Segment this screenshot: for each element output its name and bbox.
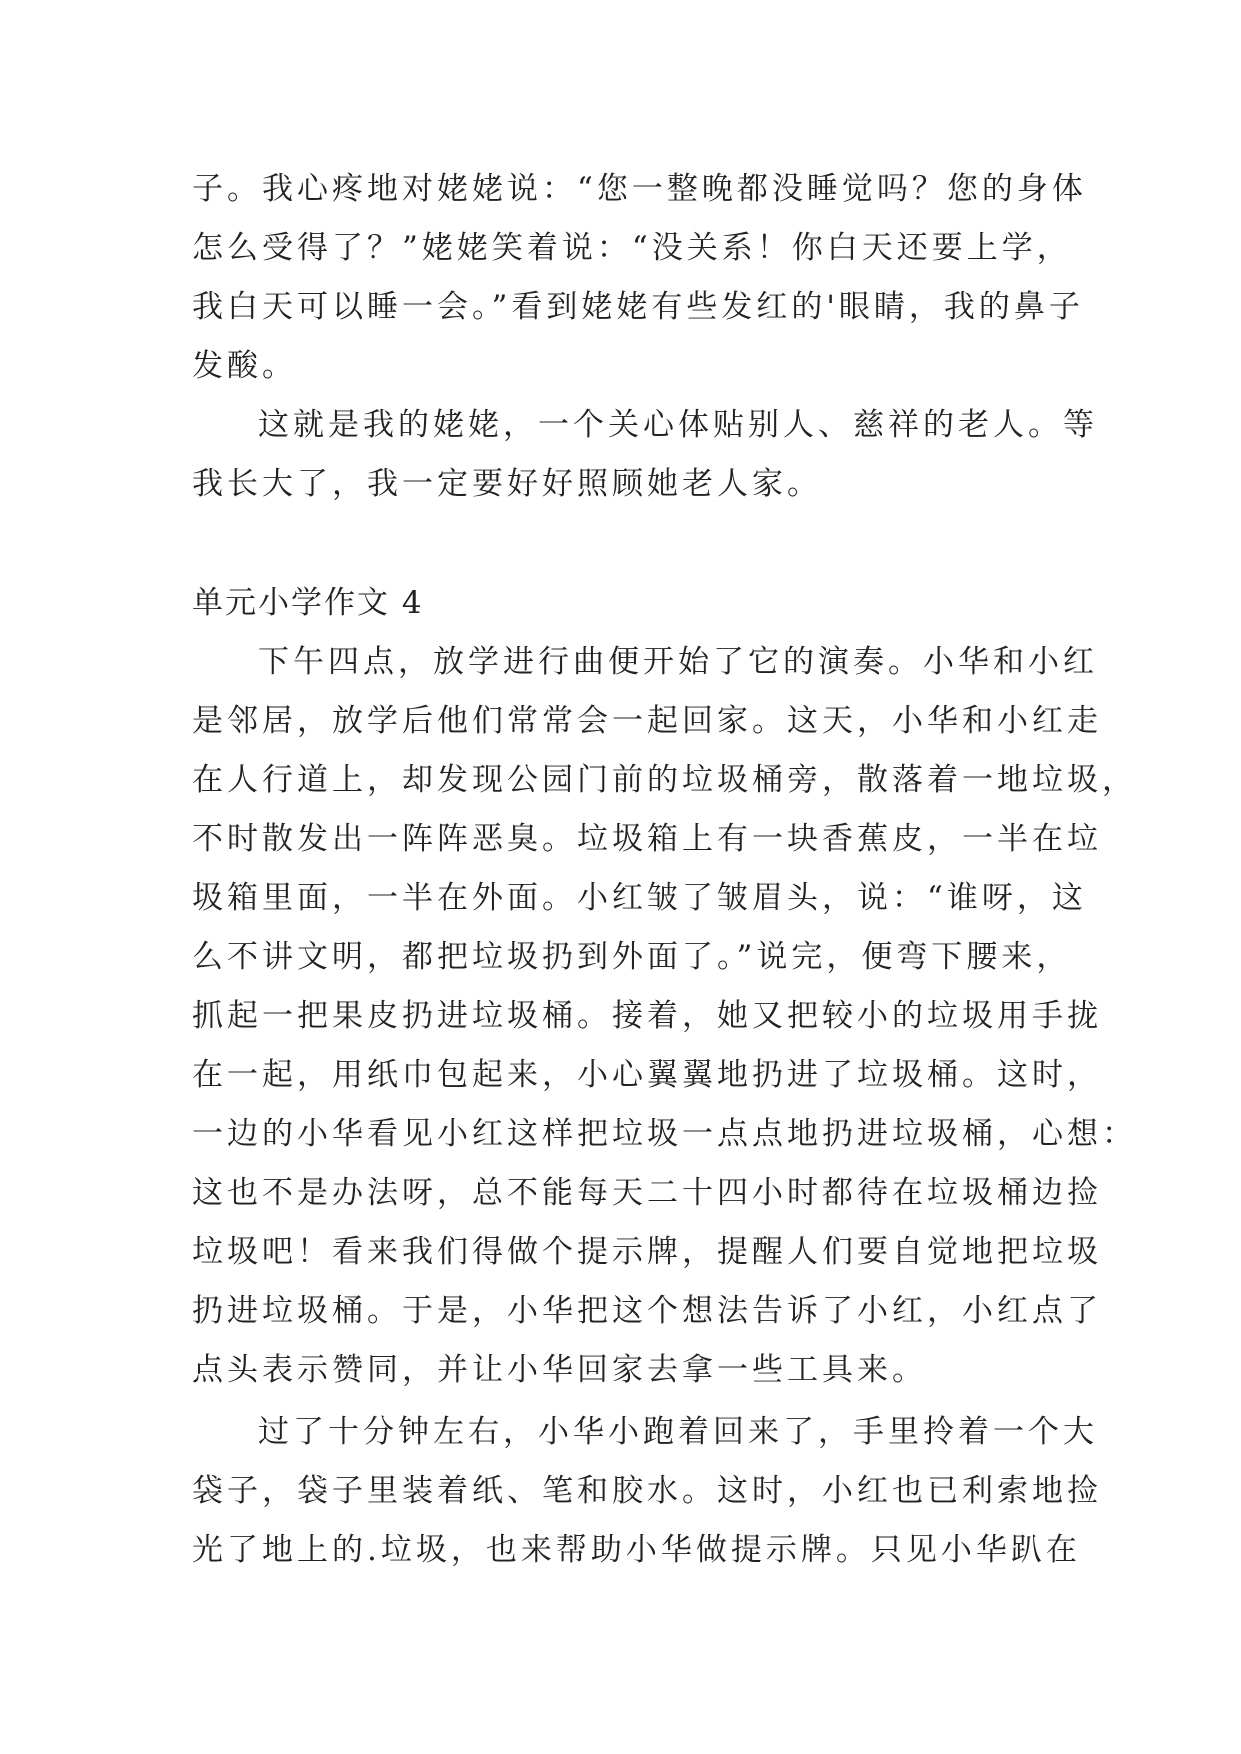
paragraph [192, 1403, 1102, 1580]
text-line: 么不讲文明，都把垃圾扔到外面了。”说完，便弯下腰来， [192, 939, 1072, 975]
text-line: 圾箱里面，一半在外面。小红皱了皱眉头，说：“谁呀，这 [192, 880, 1087, 916]
paragraph [192, 633, 1137, 1400]
paragraph-continued [192, 160, 1087, 396]
text-line: 过了十分钟左右，小华小跑着回来了，手里拎着一个大 [258, 1414, 1098, 1450]
text-line: 在人行道上，却发现公园门前的垃圾桶旁，散落着一地垃圾， [192, 762, 1137, 798]
text-line: 是邻居，放学后他们常常会一起回家。这天，小华和小红走 [192, 703, 1102, 739]
text-line: 这就是我的姥姥，一个关心体贴别人、慈祥的老人。等 [258, 407, 1098, 443]
text-line: 在一起，用纸巾包起来，小心翼翼地扔进了垃圾桶。这时， [192, 1057, 1102, 1093]
text-line: 下午四点，放学进行曲便开始了它的演奏。小华和小红 [258, 644, 1098, 680]
text-line: 点头表示赞同，并让小华回家去拿一些工具来。 [192, 1352, 927, 1388]
text-line: 抓起一把果皮扔进垃圾桶。接着，她又把较小的垃圾用手拢 [192, 998, 1102, 1034]
text-line: 袋子，袋子里装着纸、笔和胶水。这时，小红也已利索地捡 [192, 1473, 1102, 1509]
document-body [192, 160, 1137, 1580]
text-line: 扔进垃圾桶。于是，小华把这个想法告诉了小红，小红点了 [192, 1293, 1102, 1329]
paragraph [192, 396, 1098, 514]
text-line: 不时散发出一阵阵恶臭。垃圾箱上有一块香蕉皮，一半在垃 [192, 821, 1102, 857]
text-line: 这也不是办法呀，总不能每天二十四小时都待在垃圾桶边捡 [192, 1175, 1102, 1211]
text-line: 我长大了，我一定要好好照顾她老人家。 [192, 466, 822, 502]
text-line: 光了地上的.垃圾，也来帮助小华做提示牌。只见小华趴在 [192, 1532, 1081, 1568]
section-title: 单元小学作文 4 [192, 585, 424, 621]
text-line: 子。我心疼地对姥姥说：“您一整晚都没睡觉吗？您的身体 [192, 171, 1087, 207]
text-line: 垃圾吧！看来我们得做个提示牌，提醒人们要自觉地把垃圾 [192, 1234, 1102, 1270]
text-line: 发酸。 [192, 348, 297, 384]
text-line: 怎么受得了？”姥姥笑着说：“没关系！你白天还要上学， [192, 230, 1072, 266]
text-line: 一边的小华看见小红这样把垃圾一点点地扔进垃圾桶，心想： [192, 1116, 1137, 1152]
text-line: 我白天可以睡一会。”看到姥姥有些发红的'眼睛，我的鼻子 [192, 289, 1084, 325]
